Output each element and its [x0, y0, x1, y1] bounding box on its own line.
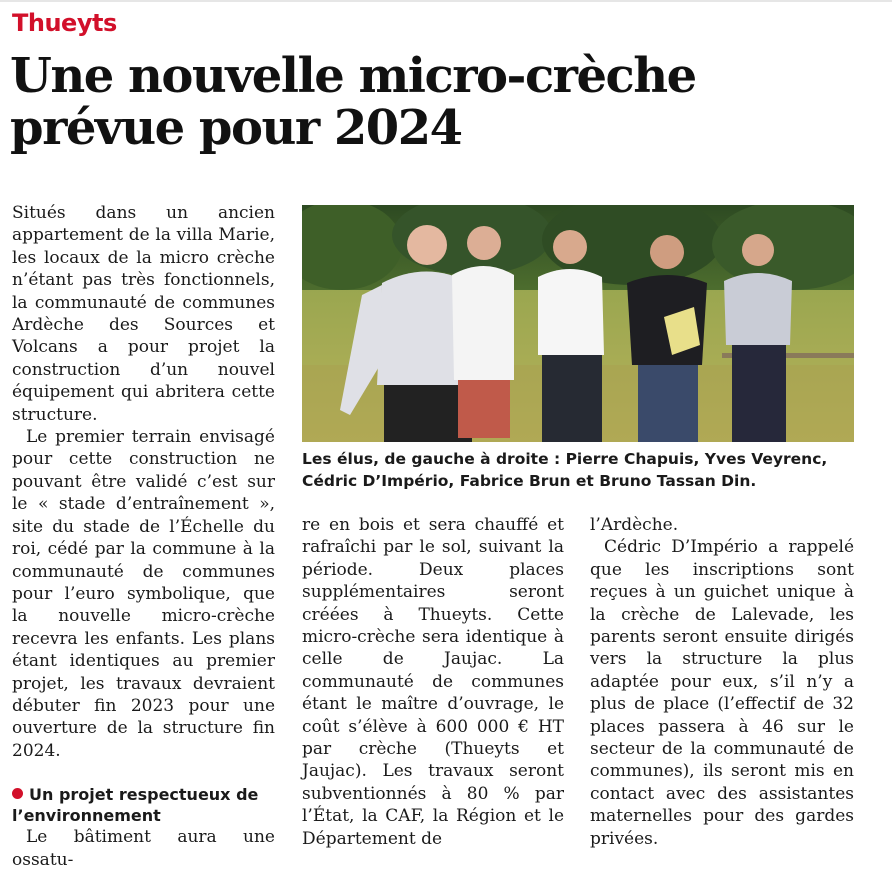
bullet-dot-icon	[12, 788, 23, 799]
subheading	[12, 784, 275, 826]
paragraph: re en bois et sera chauffé et rafraîchi par le sol, suivant la période. Deux places supplémentaires seront créées à Thueyts. Cette micro-crèche sera identique à celle de Jaujac. La communauté de communes étant le maître d’ouvrage, le coût s’élève à 600 000 € HT par crèche (Thueyts et Jaujac). Les travaux seront subventionnés à 80 % par l’État, la CAF, la Région et le Département de	[302, 515, 564, 849]
article-column-2	[302, 514, 564, 850]
article-headline: Une nouvelle micro-crèche prévue pour 2024	[10, 48, 696, 156]
article-photo	[302, 205, 854, 442]
paragraph: Le bâtiment aura une ossatu-	[12, 827, 275, 870]
top-rule	[0, 0, 892, 2]
paragraph: Le premier terrain envisagé pour cette construction ne pouvant être validé c’est sur le « stade d’entraînement », site du stade de l’Échelle du roi, cédé par la commune à la communauté de communes pour l’euro symbolique, que la nouvelle micro-crèche recevra les enfants. Les plans étant identiques au premier projet, les travaux devraient débuter fin 2023 pour une ouverture de la structure fin 2024.	[12, 427, 275, 761]
subheading-text: Un projet respectueux de l’environnement	[12, 785, 259, 826]
photo-caption: Les élus, de gauche à droite : Pierre Chapuis, Yves Veyrenc, Cédric D’Império, Fabrice Brun et Bruno Tassan Din.	[302, 450, 828, 490]
article-column-3	[590, 514, 854, 850]
paragraph: Situés dans un ancien appartement de la villa Marie, les locaux de la micro crèche n’étant pas très fonctionnels, la communauté de communes Ardèche des Sources et Volcans a pour projet la construction d’un nouvel équipement qui abritera cette structure.	[12, 203, 275, 425]
article-column-1	[12, 202, 275, 871]
section-kicker: Thueyts	[12, 9, 117, 37]
paragraph: Cédric D’Império a rappelé que les inscriptions sont reçues à un guichet unique à la crèche de Lalevade, les parents seront ensuite dirigés vers la structure la plus adaptée pour eux, s’il n’y a plus de place (l’effectif de 32 places passera à 46 sur le secteur de la communauté de communes), ils seront mis en contact avec des assistantes maternelles pour des gardes privées.	[590, 537, 854, 849]
paragraph: l’Ardèche.	[590, 515, 679, 535]
